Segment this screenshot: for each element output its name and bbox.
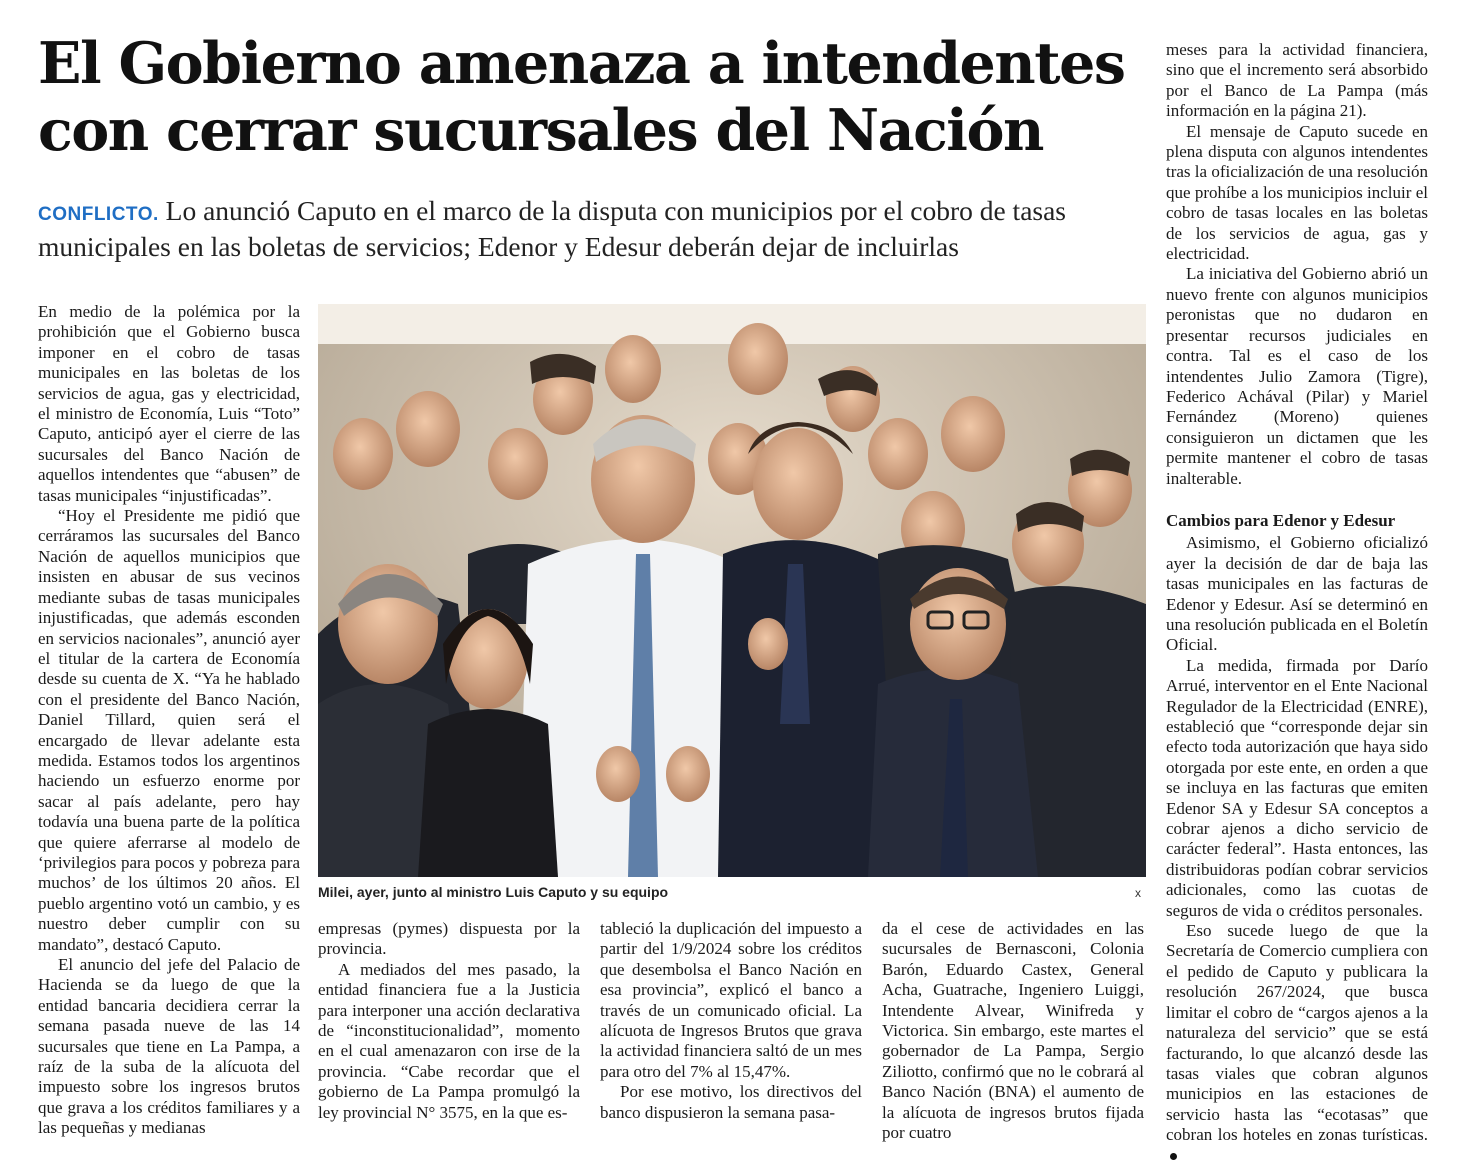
- paragraph: tableció la duplicación del impuesto a partir del 1/9/2024 sobre los créditos que desembolsa el Banco Nación en esa provincia”, explicó el banco a través de un comunicado oficial. La alícuota de Ingresos Brutos que grava la actividad financiera saltó de un mes para otro del 7% al 15,47%.: [600, 919, 862, 1081]
- paragraph: A mediados del mes pasado, la entidad financiera fue a la Justicia para interponer una acción declarativa de “inconstitucionalidad”, momento en el cual amenazaron con irse de la provincia. “Cabe recordar que el gobierno de La Pampa promulgó la ley provincial N° 3575, en la que es-: [318, 959, 580, 1122]
- headline-line-1: El Gobierno amenaza a intendentes: [38, 30, 1125, 97]
- paragraph: La medida, firmada por Darío Arrué, interventor en el Ente Nacional Regulador de la Electricidad (ENRE), estableció que “corresponde dejar sin efecto toda autorización que haya sido otorgada por este ente, en orden a que se incluya en las facturas que emiten Edenor SA y Edesur SA conceptos a cobrar ajenos a dicho servicio de carácter federal”. Hasta entonces, las distribuidoras podían cobrar servicios adicionales, como las cuotas de seguros de vida o créditos personales.: [1166, 655, 1428, 920]
- photo-credit: x: [1135, 886, 1141, 900]
- end-of-article-bullet: [1170, 1153, 1177, 1160]
- paragraph: “Hoy el Presidente me pidió que cerráramos las sucursales del Banco Nación de aquellos municipios que insisten en abusar de sus vecinos mediante subas de tasas municipales injustificadas, que además esconden en servicios nacionales”, anunció ayer el titular de la cartera de Economía desde su cuenta de X. “Ya he hablado con el presidente del Banco Nación, Daniel Tillard, quien será el encargado de llevar adelante esta medida. Estamos todos los argentinos haciendo un esfuerzo enorme por sacar al país adelante, pero hay todavía una buena parte de la política que quiere aferrarse al modelo de ‘privilegios para pocos y pobreza para muchos’ de los últimos 20 años. El pueblo argentino votó un cambio, y es nuestro deber cumplir con su mandato”, destacó Caputo.: [38, 506, 300, 954]
- deck-kicker: CONFLICTO.: [38, 204, 159, 225]
- article-column-4: [882, 919, 1144, 1143]
- paragraph: da el cese de actividades en las sucursales de Bernasconi, Colonia Barón, Eduardo Castex, General Acha, Guatrache, Ingeniero Luiggi, Intendente Alvear, Winifreda y Victorica. Sin embargo, este martes el gobernador de La Pampa, Sergio Ziliotto, confirmó que no le cobrará al Banco Nación (BNA) el aumento de la alícuota de ingresos brutos fijada por cuatro: [882, 919, 1144, 1143]
- paragraph-last: [1166, 921, 1428, 1166]
- paragraph: meses para la actividad financiera, sino que el incremento será absorbido por el Banco de La Pampa (más información en la página 21).: [1166, 40, 1428, 121]
- paragraph: La iniciativa del Gobierno abrió un nuevo frente con algunos municipios peronistas que no dudaron en presentar recursos judiciales en contra. Tal es el caso de los intendentes Julio Zamora (Tigre), Federico Achával (Pilar) y Mariel Fernández (Moreno) quienes consiguieron un dictamen que les permite mantener el cobro de tasas inalterable.: [1166, 264, 1428, 488]
- paragraph: En medio de la polémica por la prohibición que el Gobierno busca imponer en el cobro de tasas municipales en las boletas de los servicios de agua, gas y electricidad, el ministro de Economía, Luis “Toto” Caputo, anticipó ayer el cierre de las sucursales del Banco Nación de aquellos intendentes que “abusen” de tasas municipales “injustificadas”.: [38, 302, 300, 505]
- paragraph: empresas (pymes) dispuesta por la provincia.: [318, 919, 580, 959]
- paragraph: El anuncio del jefe del Palacio de Hacienda se da luego de que la entidad bancaria decidiera cerrar la semana pasada nueve de las 14 sucursales que tiene en La Pampa, a raíz de la suba de la alícuota del impuesto sobre los ingresos brutos que grava a los créditos familiares y a las pequeñas y medianas: [38, 955, 300, 1138]
- article-column-1: [38, 302, 300, 1139]
- photo-caption: Milei, ayer, junto al ministro Luis Caputo y su equipo: [318, 884, 669, 900]
- article-column-2: [318, 919, 580, 1123]
- paragraph: Asimismo, el Gobierno oficializó ayer la decisión de dar de baja las tasas municipales en las facturas de Edenor y Edesur. Así se determinó en una resolución publicada en el Boletín Oficial.: [1166, 533, 1428, 655]
- paragraph: Por ese motivo, los directivos del banco dispusieron la semana pasa-: [600, 1082, 862, 1122]
- article-column-3: [600, 919, 862, 1123]
- headline: [38, 30, 1138, 164]
- paragraph: El mensaje de Caputo sucede en plena disputa con algunos intendentes tras la oficialización de una resolución que prohíbe a los municipios incluir el cobro de tasas locales en las boletas de los servicios de agua, gas y electricidad.: [1166, 121, 1428, 264]
- paragraph-last-text: Eso sucede luego de que la Secretaría de Comercio cumpliera con el pedido de Caputo y publicara la resolución 267/2024, que busca limitar el cobro de “cargos ajenos a la naturaleza del servicio” que se está facturando, lo que alcanzó desde las tasas viales que cobran algunos municipios en las estaciones de servicio hasta las “ecotasas” que cobran los hoteles en zonas turísticas.: [1166, 921, 1428, 1145]
- group-selfie-photo: [318, 304, 1146, 877]
- deck: [38, 195, 1138, 263]
- headline-line-2: con cerrar sucursales del Nación: [38, 97, 1043, 164]
- deck-text: Lo anunció Caputo en el marco de la disputa con municipios por el cobro de tasas municipales en las boletas de servicios; Edenor y Edesur deberán dejar de incluirlas: [38, 195, 1067, 262]
- article-column-5: [1166, 40, 1428, 1166]
- subheading: Cambios para Edenor y Edesur: [1166, 510, 1396, 530]
